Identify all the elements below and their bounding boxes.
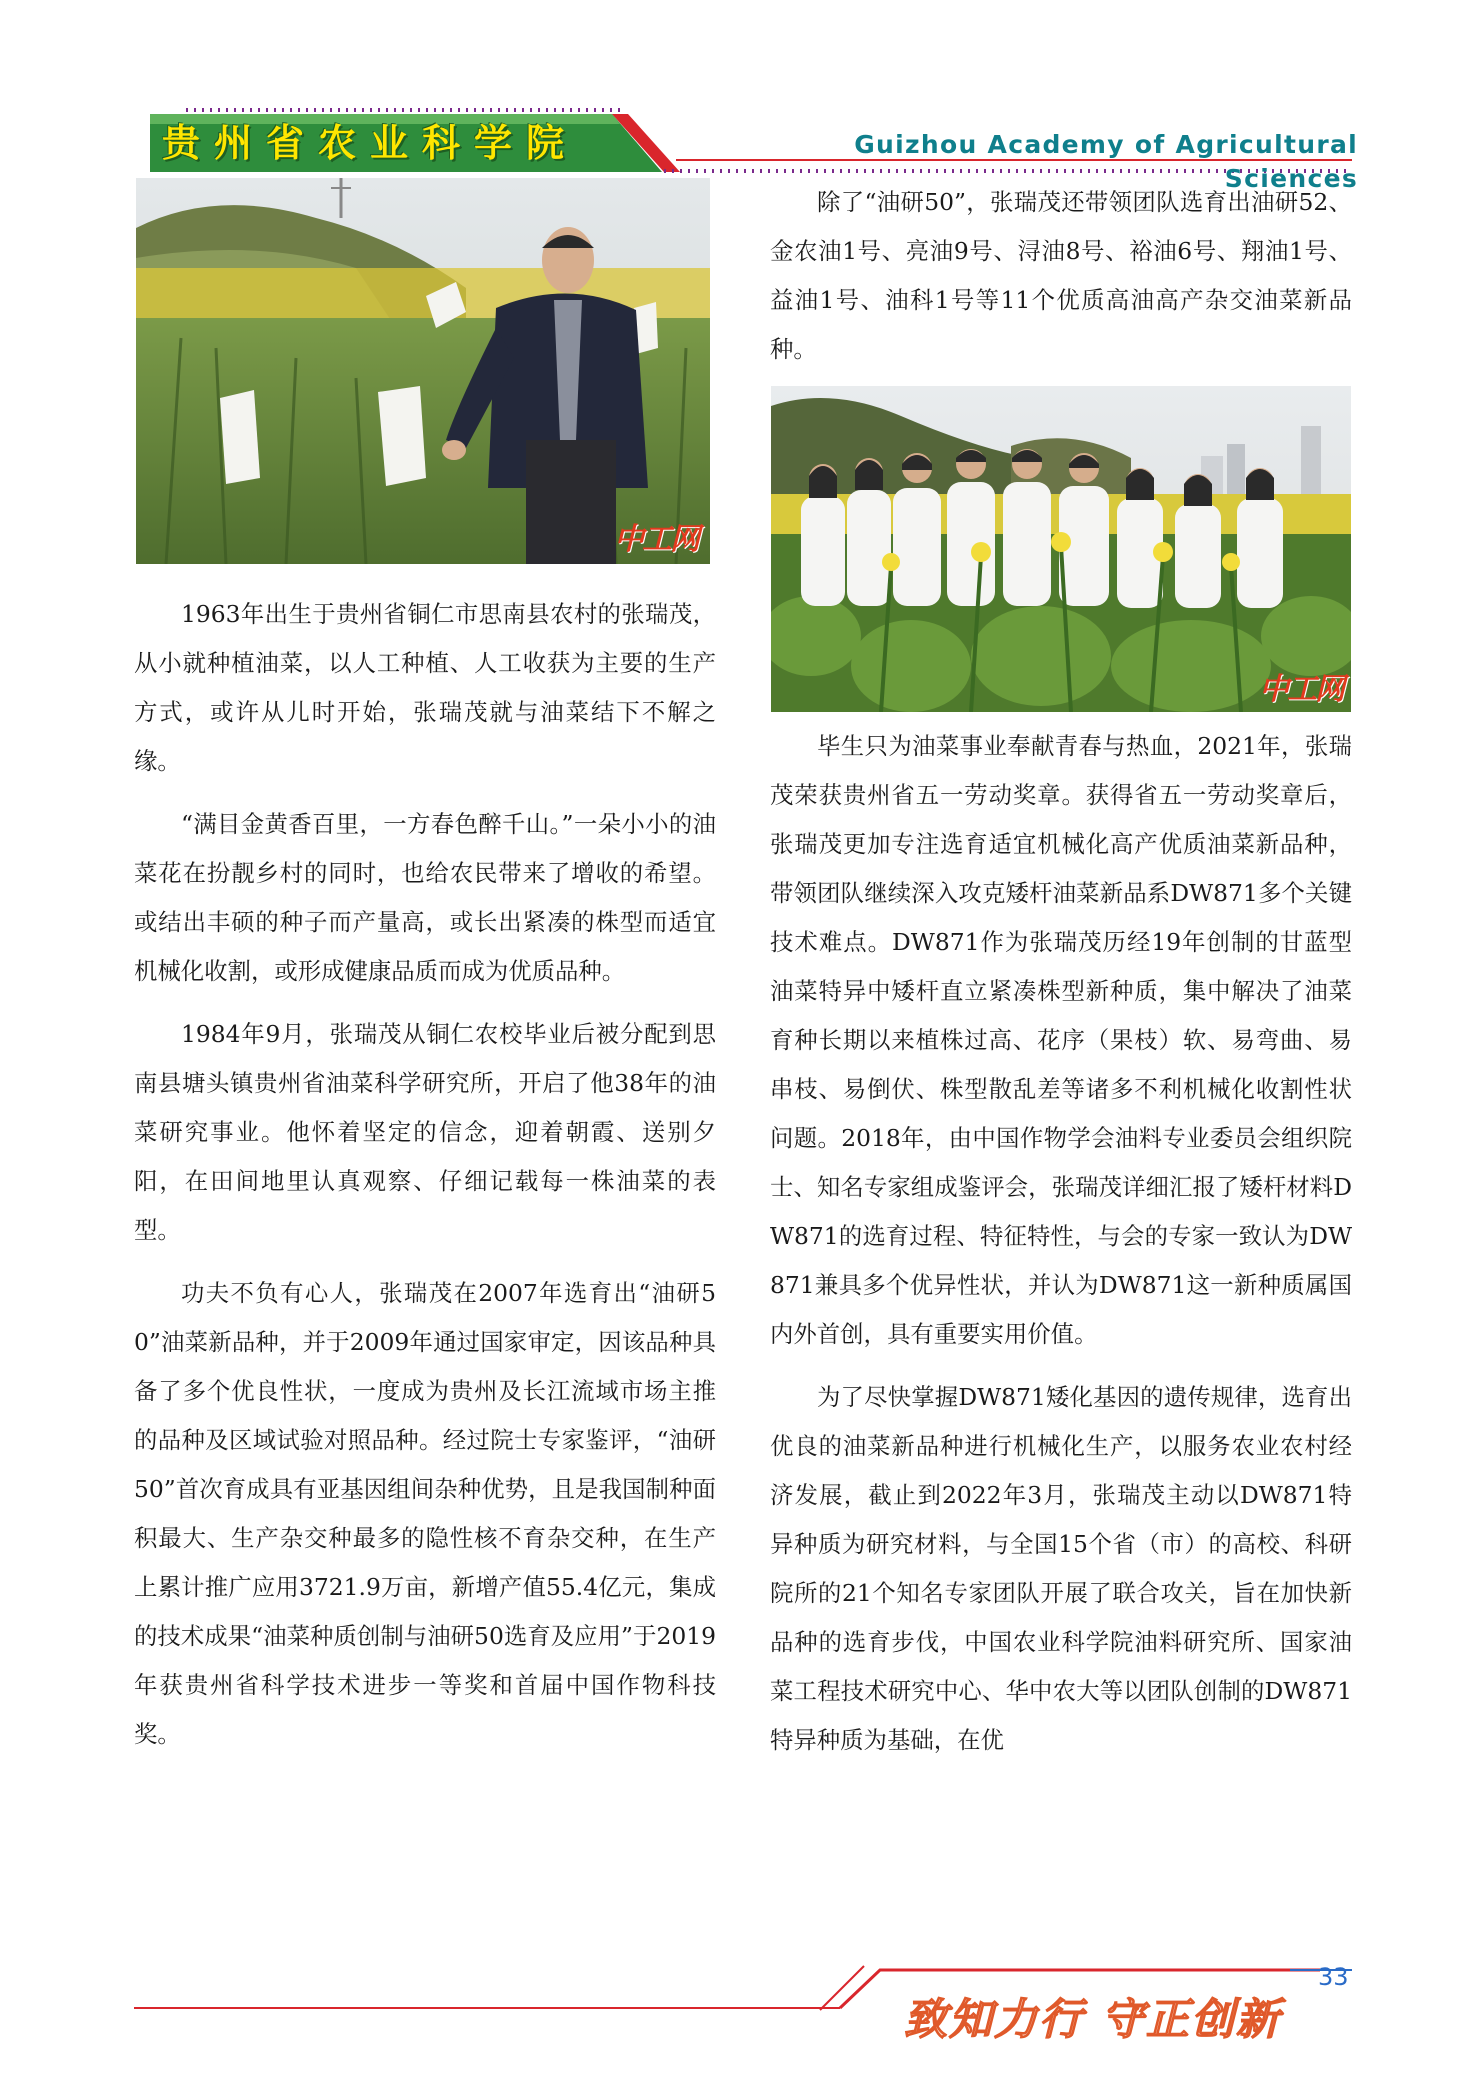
- footer-slogan: 致知力行 守正创新: [904, 1995, 1281, 2045]
- watermark-logo: 中工网: [614, 522, 698, 557]
- header-title-chinese: 贵州省农业科学院: [162, 121, 579, 165]
- paragraph: 1963年出生于贵州省铜仁市思南县农村的张瑞茂，从小就种植油菜，以人工种植、人工收获为主要的生产方式，或许从儿时开始，张瑞茂就与油菜结下不解之缘。: [134, 600, 716, 775]
- watermark-logo: 中工网: [1259, 672, 1343, 707]
- right-column-bottom-text: [770, 722, 1352, 1765]
- page-header: [0, 0, 1481, 193]
- photo-researcher-in-field: [136, 178, 710, 564]
- paragraph: 1984年9月，张瑞茂从铜仁农校毕业后被分配到思南县塘头镇贵州省油菜科学研究所，开启了他38年的油菜研究事业。他怀着坚定的信念，迎着朝霞、送别夕阳，在田间地里认真观察、仔细记载每一株油菜的表型。: [134, 1020, 716, 1244]
- photo-research-team: [771, 386, 1351, 712]
- paragraph: 为了尽快掌握DW871矮化基因的遗传规律，选育出优良的油菜新品种进行机械化生产，以服务农业农村经济发展，截止到2022年3月，张瑞茂主动以DW871特异种质为研究材料，与全国15个省（市）的高校、科研院所的21个知名专家团队开展了联合攻关，旨在加快新品种的选育步伐，中国农业科学院油料研究所、国家油菜工程技术研究中心、华中农大等以团队创制的DW871特异种质为基础，在优: [770, 1383, 1352, 1754]
- paragraph: 除了“油研50”，张瑞茂还带领团队选育出油研52、金农油1号、亮油9号、浔油8号、裕油6号、翔油1号、益油1号、油科1号等11个优质高油高产杂交油菜新品种。: [770, 188, 1352, 363]
- paragraph: 功夫不负有心人，张瑞茂在2007年选育出“油研50”油菜新品种，并于2009年通过国家审定，因该品种具备了多个优良性状，一度成为贵州及长江流域市场主推的品种及区域试验对照品种。经过院士专家鉴评，“油研50”首次育成具有亚基因组间杂种优势，且是我国制种面积最大、生产杂交种最多的隐性核不育杂交种，在生产上累计推广应用3721.9万亩，新增产值55.4亿元，集成的技术成果“油菜种质创制与油研50选育及应用”于2019年获贵州省科学技术进步一等奖和首届中国作物科技奖。: [134, 1279, 716, 1748]
- right-column-top-text: [770, 178, 1352, 374]
- page-footer: [0, 1960, 1481, 2096]
- left-column-text: [134, 590, 716, 1759]
- header-title-english: Guizhou Academy of Agricultural Sciences: [854, 130, 1358, 193]
- paragraph: 毕生只为油菜事业奉献青春与热血，2021年，张瑞茂荣获贵州省五一劳动奖章。获得省五一劳动奖章后，张瑞茂更加专注选育适宜机械化高产优质油菜新品种，带领团队继续深入攻克矮杆油菜新品系DW871多个关键技术难点。DW871作为张瑞茂历经19年创制的甘蓝型油菜特异中矮杆直立紧凑株型新种质，集中解决了油菜育种长期以来植株过高、花序（果枝）软、易弯曲、易串枝、易倒伏、株型散乱差等诸多不利机械化收割性状问题。2018年，由中国作物学会油料专业委员会组织院士、知名专家组成鉴评会，张瑞茂详细汇报了矮杆材料DW871的选育过程、特征特性，与会的专家一致认为DW871兼具多个优异性状，并认为DW871这一新种质属国内外首创，具有重要实用价值。: [770, 732, 1352, 1348]
- page-number: 33: [1318, 1963, 1349, 1991]
- paragraph: “满目金黄香百里，一方春色醉千山。”一朵小小的油菜花在扮靓乡村的同时，也给农民带来了增收的希望。或结出丰硕的种子而产量高，或长出紧凑的株型而适宜机械化收割，或形成健康品质而成为优质品种。: [134, 810, 716, 985]
